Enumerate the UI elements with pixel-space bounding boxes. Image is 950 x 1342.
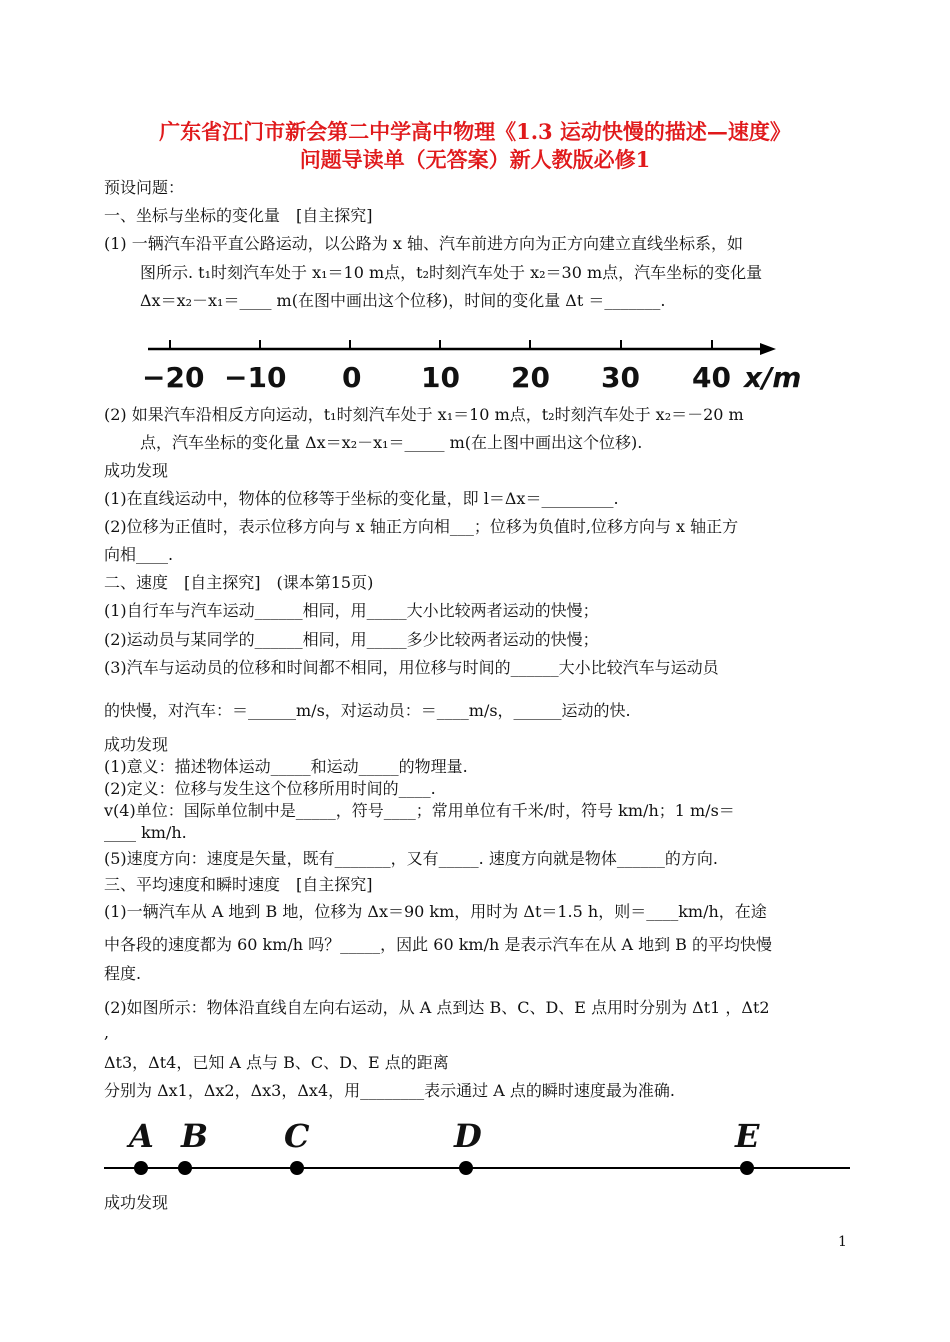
section-heading: 三、平均速度和瞬时速度 [自主探究] [104,875,373,894]
text-line: (3)汽车与运动员的位移和时间都不相同，用位移与时间的______大小比较汽车与运动员 [104,658,719,677]
text-line: , [104,1023,110,1042]
text-line: 预设问题： [104,178,185,197]
axis-unit-label: x/m [744,361,802,394]
text-line: 分别为 Δx1，Δx2，Δx3，Δx4，用________表示通过 A 点的瞬时速度最为准确. [104,1081,675,1100]
point-label: C [284,1117,310,1155]
text-line: Δx＝x₂－x₁＝____ m(在图中画出这个位移)，时间的变化量 Δt ＝_______. [140,291,666,310]
text-line: 的快慢，对汽车：＝______m/s，对运动员：＝____m/s，______运动的快. [104,701,631,720]
tick-label: 20 [511,361,550,394]
text-line: (5)速度方向：速度是矢量，既有_______，又有_____. 速度方向就是物体______的方向. [104,849,718,868]
text-line: 程度. [104,964,142,983]
point-label: E [735,1117,760,1155]
text-line: (2)运动员与某同学的______相同，用_____多少比较两者运动的快慢； [104,630,599,649]
page-number: 1 [838,1234,847,1250]
text-line: (2)定义：位移与发生这个位移所用时间的____. [104,779,436,798]
text-line: Δt3，Δt4，已知 A 点与 B、C、D、E 点的距离 [104,1053,449,1072]
text-line: 中各段的速度都为 60 km/h 吗？_____，因此 60 km/h 是表示汽车在从 A 地到 B 的平均快慢 [104,935,773,954]
point-label: B [181,1117,209,1155]
text-line: (2) 如果汽车沿相反方向运动，t₁时刻汽车处于 x₁＝10 m点，t₂时刻汽车处于 x₂＝－20 m [104,405,744,424]
tick-label: 40 [692,361,731,394]
text-line: v(4)单位：国际单位制中是_____，符号____；常用单位有千米/时，符号 km/h；1 m/s＝ [104,801,735,820]
section-heading: 成功发现 [104,1193,169,1212]
tick-label: 0 [342,361,362,394]
text-line: (1)自行车与汽车运动______相同，用_____大小比较两者运动的快慢； [104,601,599,620]
tick-label: 10 [421,361,460,394]
section-heading: 二、速度 [自主探究] (课本第15页) [104,573,374,592]
document-title-line-2: 问题导读单（无答案）新人教版必修1 [299,147,651,172]
text-line: (2)如图所示：物体沿直线自左向右运动，从 A 点到达 B、C、D、E 点用时分别为 Δt1 ，Δt2 [104,998,770,1017]
section-heading: 一、坐标与坐标的变化量 [自主探究] [104,206,373,225]
text-line: (1)意义：描述物体运动_____和运动_____的物理量. [104,757,468,776]
point-label: D [454,1117,482,1155]
tick-label: −10 [224,361,287,394]
coordinate-axis [148,340,776,355]
text-line: 点，汽车坐标的变化量 Δx＝x₂－x₁＝_____ m(在上图中画出这个位移). [140,433,643,452]
text-line: 向相____. [104,545,174,564]
tick-label: 30 [601,361,640,394]
document-title-line-1: 广东省江门市新会第二中学高中物理《1.3 运动快慢的描述—速度》 [159,119,791,144]
text-line: ____ km/h. [104,823,187,842]
points-line [104,1161,850,1175]
point-label: A [129,1117,154,1155]
text-line: 图所示. t₁时刻汽车处于 x₁＝10 m点，t₂时刻汽车处于 x₂＝30 m点，汽车坐标的变化量 [140,263,763,282]
text-line: (1)在直线运动中，物体的位移等于坐标的变化量，即 l＝Δx＝_________. [104,489,619,508]
section-heading: 成功发现 [104,461,169,480]
text-line: (1) 一辆汽车沿平直公路运动，以公路为 x 轴、汽车前进方向为正方向建立直线坐标系，如 [104,234,743,253]
tick-label: −20 [142,361,205,394]
text-line: (1)一辆汽车从 A 地到 B 地，位移为 Δx＝90 km，用时为 Δt＝1.5 h，则＝____km/h，在途 [104,902,767,921]
section-heading: 成功发现 [104,735,169,754]
text-line: (2)位移为正值时，表示位移方向与 x 轴正方向相___；位移为负值时,位移方向与 x 轴正方 [104,517,739,536]
